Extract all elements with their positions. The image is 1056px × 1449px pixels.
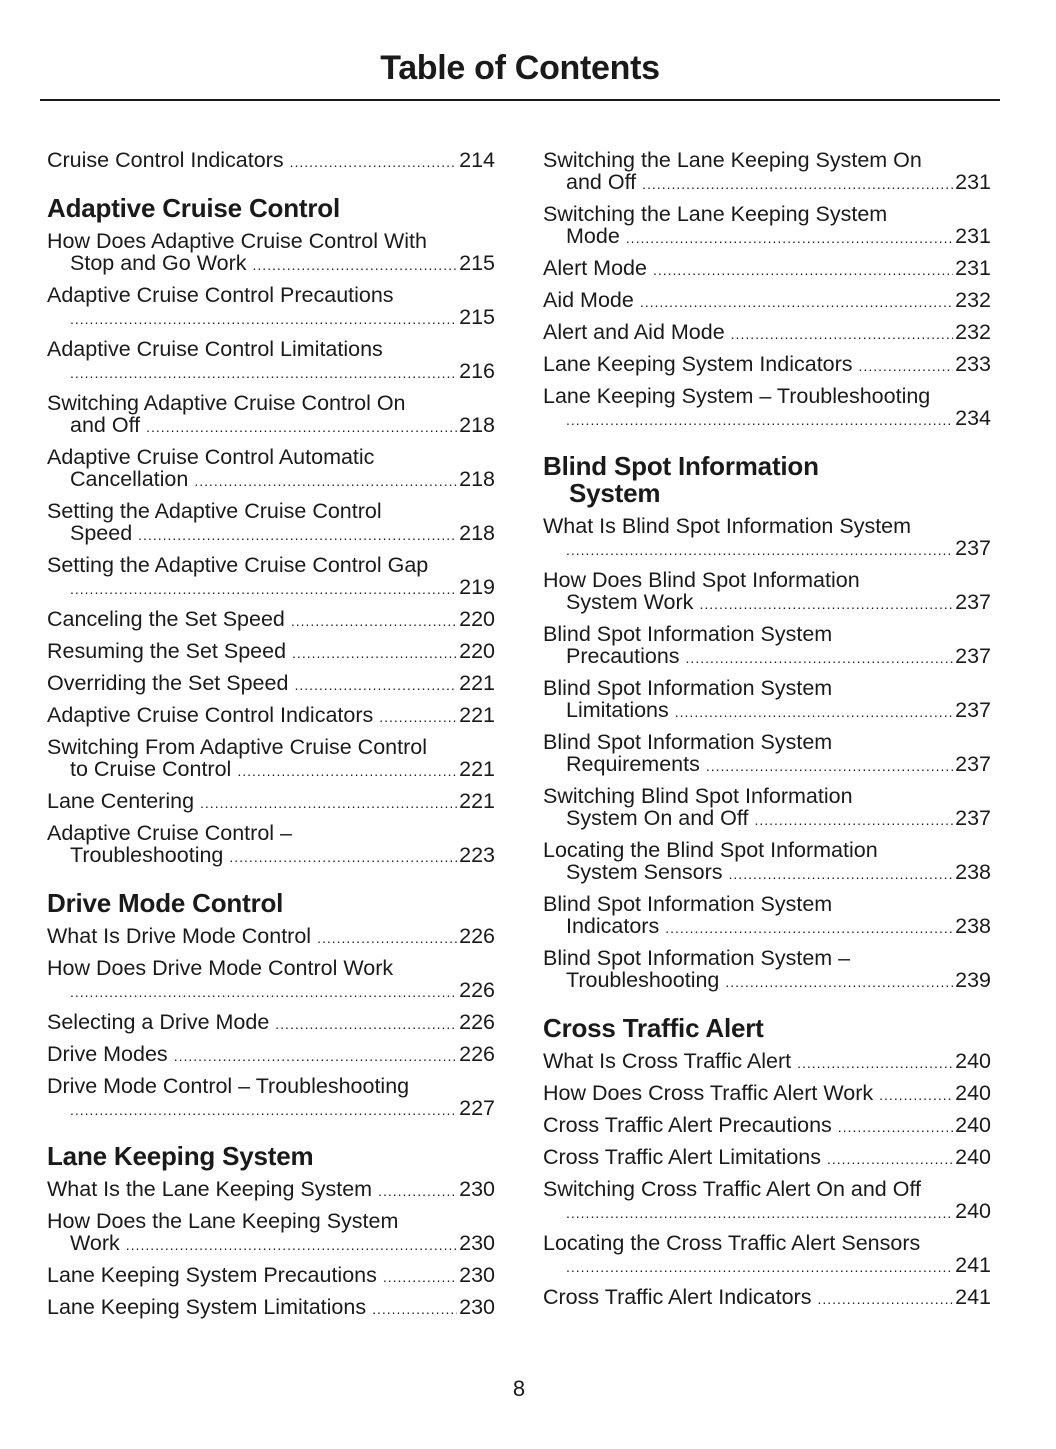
toc-entry-line [543,1286,991,1310]
toc-entry-line [543,753,991,777]
toc-entry-title: Switching the Lane Keeping System [543,202,888,226]
toc-entry-title: How Does Blind Spot Information [543,568,860,592]
toc-entry-title: Alert Mode [543,256,647,280]
toc-entry-line [47,522,495,546]
dot-leader [290,151,458,173]
toc-entry-line [543,915,991,939]
dot-leader [640,291,953,313]
toc-entry[interactable] [47,500,495,546]
toc-entry-line [47,736,495,758]
toc-entry[interactable] [543,839,991,885]
dot-leader [70,362,457,384]
dot-leader [275,1013,457,1035]
toc-entry[interactable] [47,230,495,276]
toc-entry-title: Switching the Lane Keeping System On [543,148,922,172]
dot-leader [372,1298,457,1320]
dot-leader [675,701,953,723]
toc-entry-line [47,414,495,438]
toc-entry-line [47,925,495,949]
toc-entry-title: Cruise Control Indicators [47,148,284,172]
toc-entry-title: Canceling the Set Speed [47,607,285,631]
dot-leader [699,593,953,615]
toc-entry-line [543,1114,991,1138]
toc-page-number: 237 [955,536,991,560]
toc-entry-title: How Does the Lane Keeping System [47,1209,399,1233]
toc-entry-title: Selecting a Drive Mode [47,1010,270,1034]
toc-entry-line [543,515,991,537]
toc-entry-line [47,468,495,492]
toc-entry-line [543,645,991,669]
toc-entry-line [47,1296,495,1320]
toc-page-number: 231 [955,170,991,194]
toc-entry-line [543,623,991,645]
toc-entry-line [543,731,991,753]
toc-entry-line [47,338,495,360]
dot-leader [626,227,953,249]
toc-entry-line [47,979,495,1003]
toc-entry-line [543,171,991,195]
dot-leader [686,647,954,669]
dot-leader [70,1099,457,1121]
toc-page-number: 226 [459,1042,495,1066]
toc-entry[interactable] [543,353,991,377]
toc-entry-line [47,392,495,414]
toc-entry-title: Limitations [566,698,669,722]
toc-entry-title: What Is Cross Traffic Alert [543,1049,792,1073]
toc-entry-line [543,807,991,831]
toc-page-number: 240 [955,1145,991,1169]
toc-page-number: 218 [459,467,495,491]
toc-entry-title: and Off [566,170,637,194]
section-heading [47,890,495,917]
dot-leader [146,416,457,438]
dot-leader [653,259,953,281]
toc-page-number: 223 [459,843,495,867]
toc-column-left [47,149,495,1328]
toc-page-number: 215 [459,305,495,329]
toc-entry-line [47,576,495,600]
section-heading [47,1143,495,1170]
toc-entry-line [47,1075,495,1097]
toc-entry-title: Indicators [566,914,660,938]
page-number: 8 [512,1376,526,1401]
dot-leader [729,863,954,885]
toc-page-number: 226 [459,924,495,948]
toc-entry-title: Cross Traffic Alert Precautions [543,1113,832,1137]
dot-leader [725,971,953,993]
toc-entry[interactable] [543,731,991,777]
toc-entry-title: Blind Spot Information System – [543,946,851,970]
toc-entry-line [543,225,991,249]
toc-entry-title: Overriding the Set Speed [47,671,289,695]
dot-leader [138,524,457,546]
toc-entry-title: System Work [566,590,694,614]
toc-entry[interactable] [543,1146,991,1170]
dot-leader [817,1288,953,1310]
toc-entry-line [543,1232,991,1254]
toc-entry-line [47,704,495,728]
toc-entry[interactable] [47,1210,495,1256]
toc-entry-title: Blind Spot Information System [543,622,833,646]
toc-entry-line [543,1082,991,1106]
toc-entry-title: Lane Keeping System Limitations [47,1295,367,1319]
toc-entry[interactable] [543,257,991,281]
toc-entry[interactable] [543,1178,991,1224]
toc-page-number: 241 [955,1285,991,1309]
toc-entry[interactable] [47,704,495,728]
toc-page-number: 240 [955,1049,991,1073]
toc-entry-title: Blind Spot Information System [543,892,833,916]
dot-leader [291,610,457,632]
toc-entry-title: and Off [70,413,141,437]
toc-entry-line [543,1050,991,1074]
toc-page-number: 221 [459,703,495,727]
toc-entry-title: Stop and Go Work [70,251,247,275]
section-heading-line: Lane Keeping System [47,1141,314,1171]
toc-entry[interactable] [543,149,991,195]
toc-entry-title: Cross Traffic Alert Indicators [543,1285,812,1309]
toc-entry-title: Lane Keeping System Precautions [47,1263,377,1287]
toc-entry-title: Locating the Cross Traffic Alert Sensors [543,1231,921,1255]
toc-entry-line [543,257,991,281]
section-heading-line: System [569,478,661,508]
toc-entry-line [543,677,991,699]
toc-entry-line [543,149,991,171]
toc-page-number: 216 [459,359,495,383]
toc-page-number: 232 [955,320,991,344]
toc-entry[interactable] [47,392,495,438]
toc-entry-line [47,672,495,696]
toc-entry-line [543,839,991,861]
toc-page-number: 215 [459,251,495,275]
toc-entry[interactable] [47,1011,495,1035]
toc-entry-title: What Is Drive Mode Control [47,924,312,948]
toc-entry-title: Troubleshooting [566,968,720,992]
toc-page-number: 237 [955,752,991,776]
toc-entry-title: Lane Keeping System – Troubleshooting [543,384,931,408]
toc-entry-line [543,947,991,969]
toc-entry-title: Adaptive Cruise Control – [47,821,292,845]
dot-leader [252,254,457,276]
toc-entry-title: Cancellation [70,467,189,491]
toc-entry-title: Work [70,1231,120,1255]
toc-entry-line [47,1210,495,1232]
toc-entry[interactable] [47,149,495,173]
toc-entry-title: Adaptive Cruise Control Precautions [47,283,394,307]
dot-leader [379,706,457,728]
toc-entry[interactable] [47,925,495,949]
toc-entry[interactable] [47,608,495,632]
dot-leader [566,409,953,431]
toc-page-number: 233 [955,352,991,376]
toc-entry-title: Adaptive Cruise Control Indicators [47,703,374,727]
toc-entry[interactable] [47,446,495,492]
toc-entry-title: Switching Adaptive Cruise Control On [47,391,406,415]
toc-entry-title: Drive Modes [47,1042,168,1066]
toc-page-number: 241 [955,1253,991,1277]
dot-leader [378,1180,457,1202]
dot-leader [194,470,457,492]
toc-entry-title: Speed [70,521,133,545]
toc-entry[interactable] [47,554,495,600]
toc-page-number: 237 [955,590,991,614]
toc-entry-line [47,1097,495,1121]
toc-page-number: 221 [459,671,495,695]
dot-leader [706,755,953,777]
toc-entry-title: System On and Off [566,806,749,830]
toc-entry[interactable] [543,385,991,431]
dot-leader [229,846,457,868]
toc-entry-title: How Does Drive Mode Control Work [47,956,394,980]
toc-entry-line [47,1043,495,1067]
dot-leader [70,578,457,600]
toc-entry-title: Switching Cross Traffic Alert On and Off [543,1177,922,1201]
toc-page-number: 219 [459,575,495,599]
toc-entry[interactable] [543,677,991,723]
toc-entry-title: Setting the Adaptive Cruise Control [47,499,382,523]
title-divider [40,99,1000,101]
section-heading [543,453,991,507]
toc-entry[interactable] [47,672,495,696]
toc-entry[interactable] [543,1232,991,1278]
toc-entry-title: Switching Blind Spot Information [543,784,853,808]
section-heading [543,1015,991,1042]
toc-entry-title: Cross Traffic Alert Limitations [543,1145,821,1169]
dot-leader [70,981,457,1003]
toc-entry[interactable] [543,569,991,615]
toc-page-number: 237 [955,644,991,668]
section-heading-line: Blind Spot Information [543,451,819,481]
toc-entry-line [543,893,991,915]
toc-entry-title: Locating the Blind Spot Information [543,838,878,862]
toc-page-number: 231 [955,224,991,248]
toc-entry-line [47,790,495,814]
toc-page-number: 238 [955,860,991,884]
dot-leader [731,323,953,345]
toc-entry-line [543,1178,991,1200]
toc-entry[interactable] [543,785,991,831]
toc-page-number: 240 [955,1081,991,1105]
section-heading-line: Cross Traffic Alert [543,1013,764,1043]
toc-entry-line [543,591,991,615]
dot-leader [566,1256,953,1278]
toc-entry-title: Mode [566,224,620,248]
toc-entry-line [47,446,495,468]
toc-entry-title: Adaptive Cruise Control Limitations [47,337,383,361]
toc-entry-line [543,537,991,561]
dot-leader [827,1148,953,1170]
toc-entry-line [543,785,991,807]
section-heading-line: Drive Mode Control [47,888,284,918]
dot-leader [174,1045,457,1067]
toc-page-number: 237 [955,698,991,722]
toc-entry-line [543,969,991,993]
toc-page-number: 230 [459,1231,495,1255]
toc-entry-line [47,306,495,330]
dot-leader [126,1234,457,1256]
toc-entry-line [543,385,991,407]
toc-entry-line [543,861,991,885]
toc-entry[interactable] [47,1075,495,1121]
toc-page-number: 238 [955,914,991,938]
toc-entry[interactable] [47,822,495,868]
toc-entry-line [47,822,495,844]
toc-entry[interactable] [543,289,991,313]
dot-leader [879,1084,953,1106]
toc-page-number: 230 [459,1263,495,1287]
dot-leader [292,642,457,664]
toc-entry[interactable] [543,623,991,669]
toc-page-number: 221 [459,757,495,781]
toc-entry-title: Adaptive Cruise Control Automatic [47,445,375,469]
toc-entry[interactable] [47,1296,495,1320]
toc-entry[interactable] [543,321,991,345]
toc-entry-line [543,321,991,345]
toc-page-number: 231 [955,256,991,280]
toc-entry[interactable] [543,1286,991,1310]
toc-entry-line [47,640,495,664]
toc-entry-line [47,500,495,522]
toc-page-number: 240 [955,1199,991,1223]
toc-entry[interactable] [47,790,495,814]
toc-entry-title: What Is the Lane Keeping System [47,1177,373,1201]
toc-entry[interactable] [543,893,991,939]
toc-page-number: 239 [955,968,991,992]
dot-leader [383,1266,457,1288]
toc-page-number: 218 [459,521,495,545]
toc-entry-title: Requirements [566,752,700,776]
toc-entry-title: Alert and Aid Mode [543,320,725,344]
dot-leader [70,308,457,330]
dot-leader [754,809,953,831]
toc-entry[interactable] [543,515,991,561]
toc-page-number: 234 [955,406,991,430]
toc-entry-line [543,1200,991,1224]
toc-entry-title: Troubleshooting [70,843,224,867]
section-heading [47,195,495,222]
toc-entry-title: Aid Mode [543,288,634,312]
toc-entry-title: Resuming the Set Speed [47,639,287,663]
toc-page-number: 220 [459,639,495,663]
toc-entry[interactable] [47,736,495,782]
toc-entry[interactable] [47,1264,495,1288]
page-title: Table of Contents [380,49,660,87]
toc-entry-title: Lane Keeping System Indicators [543,352,853,376]
toc-entry-line [47,1264,495,1288]
toc-entry[interactable] [47,640,495,664]
dot-leader [200,792,457,814]
toc-entry-line [47,230,495,252]
toc-entry-line [543,569,991,591]
toc-page-number: 226 [459,978,495,1002]
toc-entry-line [543,353,991,377]
toc-entry-line [47,608,495,632]
dot-leader [838,1116,953,1138]
toc-entry[interactable] [543,1050,991,1074]
section-heading-line: Adaptive Cruise Control [47,193,340,223]
toc-entry-line [47,1232,495,1256]
toc-page-number: 240 [955,1113,991,1137]
toc-entry-title: Blind Spot Information System [543,730,833,754]
toc-entry-line [47,957,495,979]
toc-entry-line [47,284,495,306]
toc-entry-line [47,1178,495,1202]
dot-leader [665,917,953,939]
toc-entry[interactable] [543,1114,991,1138]
toc-page-number: 237 [955,806,991,830]
dot-leader [294,674,457,696]
toc-entry-line [47,554,495,576]
toc-page-number: 226 [459,1010,495,1034]
dot-leader [566,1202,953,1224]
toc-entry-title: System Sensors [566,860,723,884]
toc-entry-line [543,1254,991,1278]
toc-entry-line [47,758,495,782]
dot-leader [566,539,953,561]
toc-column-right [543,149,991,1318]
dot-leader [859,355,954,377]
toc-entry-line [543,407,991,431]
toc-page-number: 227 [459,1096,495,1120]
toc-entry-line [47,1011,495,1035]
toc-entry-title: Drive Mode Control – Troubleshooting [47,1074,410,1098]
toc-page-number: 232 [955,288,991,312]
toc-entry-title: to Cruise Control [70,757,232,781]
dot-leader [797,1052,953,1074]
toc-entry-title: How Does Cross Traffic Alert Work [543,1081,874,1105]
toc-entry-line [47,149,495,173]
dot-leader [237,760,457,782]
toc-page-number: 221 [459,789,495,813]
toc-entry[interactable] [47,1043,495,1067]
toc-entry-line [543,203,991,225]
toc-entry-title: Switching From Adaptive Cruise Control [47,735,427,759]
toc-entry[interactable] [543,203,991,249]
toc-entry[interactable] [543,1082,991,1106]
toc-entry-line [47,844,495,868]
toc-entry-title: Setting the Adaptive Cruise Control Gap [47,553,429,577]
toc-page-number: 220 [459,607,495,631]
toc-entry-title: How Does Adaptive Cruise Control With [47,229,427,253]
toc-entry[interactable] [47,284,495,330]
toc-entry-line [543,1146,991,1170]
toc-entry-title: Lane Centering [47,789,195,813]
toc-entry[interactable] [543,947,991,993]
toc-page-number: 214 [459,148,495,172]
toc-entry[interactable] [47,1178,495,1202]
toc-entry-line [543,699,991,723]
toc-entry-title: What Is Blind Spot Information System [543,514,912,538]
toc-page-number: 230 [459,1295,495,1319]
toc-entry-title: Blind Spot Information System [543,676,833,700]
dot-leader [642,173,953,195]
toc-page-number: 218 [459,413,495,437]
toc-page-number: 230 [459,1177,495,1201]
dot-leader [317,927,457,949]
toc-entry-line [47,360,495,384]
toc-entry[interactable] [47,338,495,384]
toc-entry-title: Precautions [566,644,680,668]
toc-entry-line [47,252,495,276]
toc-entry[interactable] [47,957,495,1003]
toc-entry-line [543,289,991,313]
